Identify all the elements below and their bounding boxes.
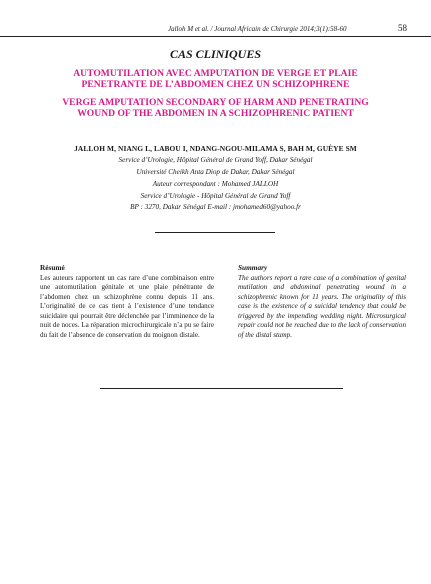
french-title [30, 68, 401, 90]
contact-address: BP : 3270, Dakar Sénégal E-mail : jmohamed60@yahoo.fr [130, 203, 301, 211]
title-separator-rule [155, 232, 275, 233]
author-list: JALLOH M, NIANG L, LABOU I, NDANG-NGOU-MILAMA S, BAH M, GUÈYE SM [74, 144, 357, 153]
resume-heading: Résumé [40, 263, 65, 272]
affiliation-line: Université Cheikh Anta Diop de Dakar, Dakar Sénégal [136, 168, 295, 176]
corresponding-author: Auteur correspondant : Mohamed JALLOH [152, 180, 279, 188]
journal-citation: Jalloh M et al. / Journal Africain de Chirurgie 2014;3(1):58-60 [168, 25, 347, 33]
english-title [30, 97, 401, 119]
french-title-line-2: PENETRANTE DE L’ABDOMEN CHEZ UN SCHIZOPHRENE [81, 79, 350, 90]
affiliation-line: Service d’Urologie - Hôpital Général de Grand Yoff [140, 192, 291, 200]
abstract-bottom-rule [100, 388, 343, 389]
resume-column [40, 263, 214, 340]
french-title-line-1: AUTOMUTILATION AVEC AMPUTATION DE VERGE ET PLAIE [73, 68, 358, 79]
english-title-line-1: VERGE AMPUTATION SECONDARY OF HARM AND PENETRATING [62, 97, 369, 108]
english-title-line-2: WOUND OF THE ABDOMEN IN A SCHIZOPHRENIC PATIENT [77, 108, 354, 119]
page-number: 58 [398, 23, 407, 33]
section-title: CAS CLINIQUES [169, 47, 262, 61]
summary-text: The authors report a rare case of a combination of genital mutilation and abdominal penetrating wound in a schizophrenic known for 11 years. The originality of this case is the existence of a suicidal tendency that could be triggered by the impending wedding night. Microsurgical repair could not be reached due to the lack of conservation of the distal stump. [238, 273, 406, 339]
affiliation-line: Service d’Urologie, Hôpital Général de Grand Yoff, Dakar Sénégal [118, 156, 313, 164]
header-rule [0, 36, 431, 37]
summary-column [238, 263, 406, 340]
summary-heading: Summary [238, 263, 268, 272]
resume-text: Les auteurs rapportent un cas rare d’une combinaison entre une automutilation génitale et une plaie pénétrante de l’abdomen chez un schizophrène connu depuis 11 ans. L’originalité de ce cas tient à l’existence d’une tendance suicidaire qui pourrait être déclenchée par l’imminence de la nuit de noces. La réparation microchirurgicale n’a pu se faire du fait de l’absence de conservation du moignon distale. [40, 273, 214, 339]
